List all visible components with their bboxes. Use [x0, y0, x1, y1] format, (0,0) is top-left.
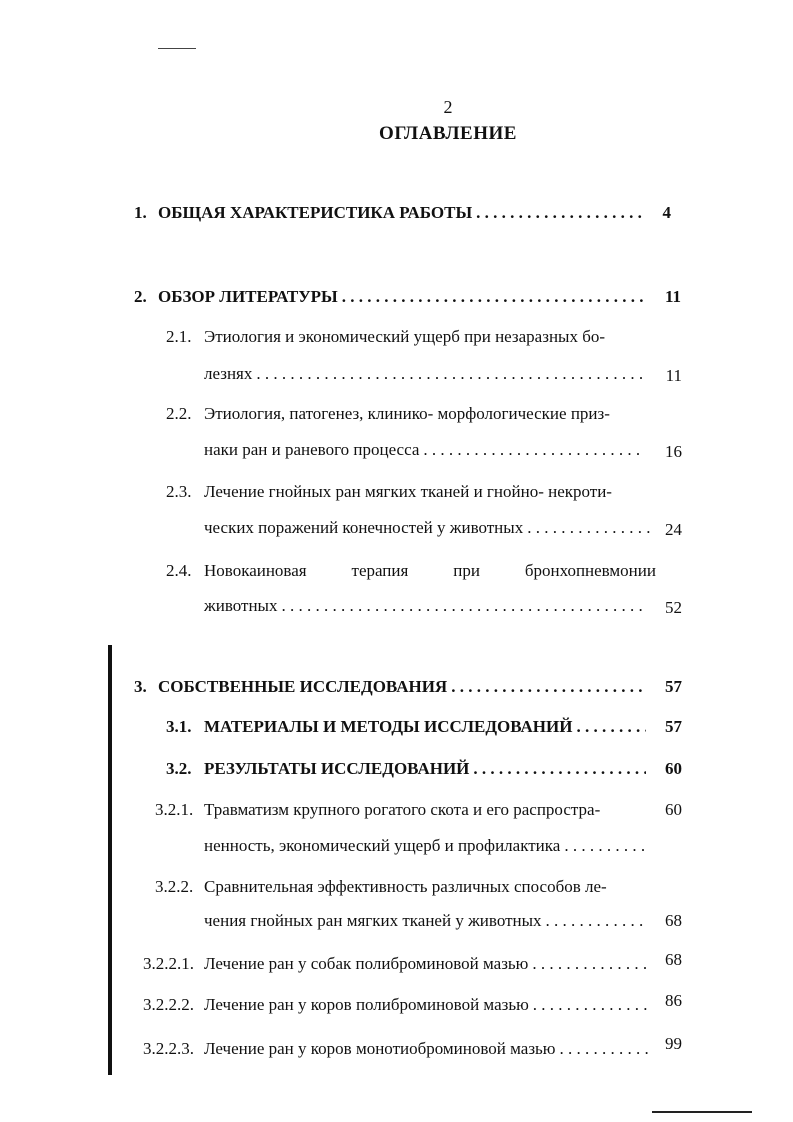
entry-page: 68: [665, 911, 682, 930]
entry-number: 3.1.: [166, 717, 192, 736]
entry-page: 4: [662, 203, 671, 222]
entry-page: 16: [665, 442, 682, 461]
entry-number: 2.: [134, 287, 147, 306]
entry-page: 60: [665, 759, 682, 778]
entry-title-line: наки ран и раневого процесса: [204, 440, 420, 459]
dot-leader: [342, 287, 644, 307]
dot-leader: [564, 836, 646, 856]
entry-title-line: [204, 561, 656, 581]
entry-title-line: Этиология, патогенез, клинико- морфологические приз-: [204, 404, 610, 423]
entry-title: МАТЕРИАЛЫ И МЕТОДЫ ИССЛЕДОВАНИЙ: [204, 717, 573, 736]
entry-title-line: Этиология и экономический ущерб при незаразных бо-: [204, 327, 606, 346]
dot-leader: [256, 364, 644, 384]
dot-leader: [423, 440, 644, 460]
entry-title-line: животных: [204, 596, 278, 615]
entry-number: 3.2.2.1.: [143, 954, 194, 973]
entry-title-line: ненность, экономический ущерб и профилактика: [204, 836, 561, 855]
entry-title: РЕЗУЛЬТАТЫ ИССЛЕДОВАНИЙ: [204, 759, 470, 778]
entry-title-line: ческих поражений конечностей у животных: [204, 518, 524, 537]
entry-page: 99: [665, 1034, 682, 1053]
dot-leader: [533, 995, 648, 1015]
entry-title-line: Травматизм крупного рогатого скота и его распростра-: [204, 800, 601, 819]
entry-title: Лечение ран у коров полиброминовой мазью: [204, 995, 529, 1014]
scan-artifact-line: [158, 48, 196, 49]
entry-title-line: Сравнительная эффективность различных способов ле-: [204, 877, 607, 896]
entry-title: ОБЗОР ЛИТЕРАТУРЫ: [158, 287, 338, 306]
entry-number: 2.1.: [166, 327, 192, 346]
toc-title: ОГЛАВЛЕНИЕ: [379, 123, 517, 144]
entry-page: 11: [665, 366, 682, 385]
entry-page: 24: [665, 520, 682, 539]
dot-leader: [532, 954, 648, 974]
dot-leader: [476, 203, 644, 223]
entry-page: 86: [665, 991, 682, 1010]
entry-number: 2.4.: [166, 561, 192, 580]
entry-number: 3.: [134, 677, 147, 696]
entry-title: СОБСТВЕННЫЕ ИССЛЕДОВАНИЯ: [158, 677, 448, 696]
entry-title-line: лезнях: [204, 364, 253, 383]
dot-leader: [560, 1039, 655, 1059]
entry-title: Лечение ран у коров монотиоброминовой мазью: [204, 1039, 556, 1058]
entry-page: 57: [665, 717, 682, 736]
entry-page: 11: [664, 287, 681, 306]
entry-number: 1.: [134, 203, 147, 222]
entry-number: 3.2.2.3.: [143, 1039, 194, 1058]
entry-page: 60: [665, 800, 682, 819]
entry-number: 3.2.1.: [155, 800, 194, 819]
entry-word: терапия: [351, 561, 409, 580]
entry-page: 68: [665, 950, 682, 969]
entry-number: 3.2.2.: [155, 877, 194, 896]
entry-page: 52: [665, 598, 682, 617]
entry-number: 2.2.: [166, 404, 192, 423]
entry-number: 2.3.: [166, 482, 192, 501]
dot-leader: [576, 717, 646, 737]
entry-word: при: [453, 561, 480, 580]
entry-title: ОБЩАЯ ХАРАКТЕРИСТИКА РАБОТЫ: [158, 203, 473, 222]
entry-number: 3.2.: [166, 759, 192, 778]
dot-leader: [451, 677, 644, 697]
entry-title: Лечение ран у собак полиброминовой мазью: [204, 954, 529, 973]
entry-word: Новокаиновая: [204, 561, 307, 580]
entry-page: 57: [665, 677, 682, 696]
page-number: 2: [443, 97, 453, 117]
dot-leader: [473, 759, 646, 779]
dot-leader: [281, 596, 644, 616]
scan-artifact-bar: [108, 645, 112, 1075]
dot-leader: [527, 518, 650, 538]
scan-artifact-line: [652, 1111, 752, 1113]
entry-title-line: Лечение гнойных ран мягких тканей и гнойно- некроти-: [204, 482, 612, 501]
entry-title-line: чения гнойных ран мягких тканей у животных: [204, 911, 542, 930]
dot-leader: [546, 911, 648, 931]
entry-word: бронхопневмонии: [524, 561, 656, 580]
entry-number: 3.2.2.2.: [143, 995, 194, 1014]
